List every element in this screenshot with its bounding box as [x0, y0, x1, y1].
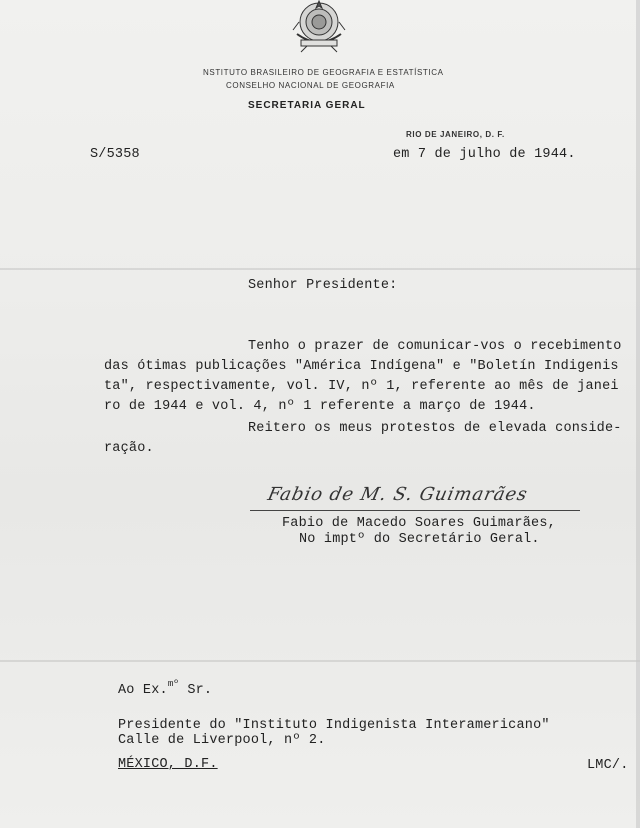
paper-edge: [636, 0, 640, 828]
body-line: ta", respectivamente, vol. IV, nº 1, referente ao mês de janei: [104, 379, 619, 394]
typist-initials: LMC/.: [587, 758, 629, 773]
paper-fold: [0, 660, 640, 662]
secretariat-heading: SECRETARIA GERAL: [248, 100, 366, 111]
signatory-title: No imptº do Secretário Geral.: [299, 532, 540, 547]
addressee-superscript: mº: [167, 679, 180, 689]
body-line: ro de 1944 e vol. 4, nº 1 referente a março de 1944.: [104, 399, 536, 414]
signatory-name: Fabio de Macedo Soares Guimarães,: [282, 516, 556, 531]
addressee-line: Calle de Liverpool, nº 2.: [118, 733, 326, 748]
handwritten-signature: Fabio de M. S. Guimarães: [265, 484, 530, 505]
addressee-city: MÉXICO, D.F.: [118, 757, 218, 772]
closing-line: ração.: [104, 441, 154, 456]
addressee-suffix: Sr.: [187, 683, 213, 698]
closing-line: Reitero os meus protestos de elevada conside-: [248, 421, 622, 436]
signature-line: [250, 510, 580, 511]
addressee-prefix: Ao Ex.: [118, 683, 168, 698]
paper-fold: [0, 268, 640, 270]
addressee-salutation: [118, 679, 213, 698]
addressee-line: Presidente do "Instituto Indigenista Interamericano": [118, 718, 550, 733]
body-line: das ótimas publicações "América Indígena" e "Boletín Indigenis: [104, 359, 619, 374]
letter-date: em 7 de julho de 1944.: [393, 147, 576, 162]
council-name: CONSELHO NACIONAL DE GEOGRAFIA: [226, 81, 395, 90]
salutation: Senhor Presidente:: [248, 278, 398, 293]
letterhead-city: RIO DE JANEIRO, D. F.: [406, 130, 505, 139]
reference-number: S/5358: [90, 147, 140, 162]
body-line: Tenho o prazer de comunicar-vos o recebimento: [248, 339, 622, 354]
institute-name: NSTITUTO BRASILEIRO DE GEOGRAFIA E ESTATÍSTICA: [203, 68, 444, 77]
coat-of-arms-emblem: [287, 0, 351, 56]
